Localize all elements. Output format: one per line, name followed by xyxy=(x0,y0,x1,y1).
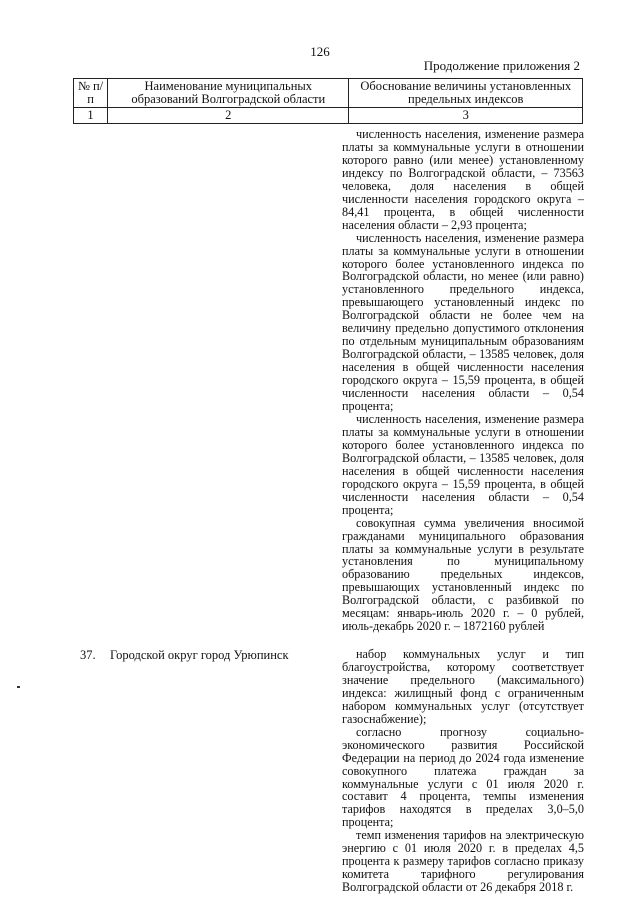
paragraph: набор коммунальных услуг и тип благоустройства, которому соответствует значение предельного (максимального) индекса: жилищный фонд с ограниченным набором коммунальных услуг (отсутствует газоснабжение); xyxy=(342,647,584,726)
margin-mark xyxy=(17,686,20,688)
row-number: 37. xyxy=(80,648,96,662)
header-col-municipality: Наименование муниципальных образований Волгоградской области xyxy=(108,79,349,108)
page-number: 126 xyxy=(310,44,330,59)
paragraph: численность населения, изменение размера платы за коммунальные услуги в отношении которого более установленного индекса по Волгоградской области, – 13585 человек, доля населения в общей численности населения городского округа – 15,59 процента, в общей численности населения области – 0,54 процента; xyxy=(342,411,584,517)
paragraph: численность населения, изменение размера платы за коммунальные услуги в отношении которого более установленного индекса по Волгоградской области, но менее (или равно) установленного предельного индекса, превышающего установленный индекс по Волгоградской области не более чем на величину предельно допустимого отклонения по отдельным муниципальным образованиям Волгоградской области, – 13585 человек, доля населения в общей численности населения городского округа – 15,59 процента, в общей численности населения области – 0,54 процента; xyxy=(342,230,584,414)
justification-block-uryupinsk xyxy=(342,648,584,894)
header-col-number: № п/п xyxy=(74,79,108,108)
paragraph: совокупная сумма увеличения вносимой гражданами муниципального образования платы за коммунальные услуги в результате установления по муниципальному образованию предельных индексов, превышающих установленный индекс по Волгоградской области, с разбивкой по месяцам: январь-июль 2020 г. – 0 рублей, июль-декабрь 2020 г. – 1872160 рублей xyxy=(342,515,584,634)
justification-block-previous xyxy=(342,128,584,633)
header-col-justification: Обоснование величины установленных предельных индексов xyxy=(349,79,583,108)
paragraph: численность населения, изменение размера платы за коммунальные услуги в отношении которого равно (или менее) установленному индексу по Волгоградской области, – 73563 человека, доля населения в общей численности населения городского округа – 84,41 процента, в общей численности населения области – 2,93 процента; xyxy=(342,127,584,232)
header-num-3: 3 xyxy=(349,108,583,124)
header-num-1: 1 xyxy=(74,108,108,124)
header-num-2: 2 xyxy=(108,108,349,124)
paragraph: темп изменения тарифов на электрическую энергию с 01 июля 2020 г. в пределах 4,5 процента к размеру тарифов согласно приказу комитета тарифного регулирования Волгоградской области от 26 декабря 2018 г. xyxy=(342,828,584,895)
municipality-name: Городской округ город Урюпинск xyxy=(110,648,289,662)
paragraph: согласно прогнозу социально-экономического развития Российской Федерации на период до 2024 года изменение совокупного платежа граждан за коммунальные услуги с 01 июля 2020 г. составит 4 процента, темпы изменения тарифов находятся в пределах 3,0–5,0 процента; xyxy=(342,724,584,830)
continuation-label: Продолжение приложения 2 xyxy=(423,58,580,73)
table-header xyxy=(73,78,583,124)
